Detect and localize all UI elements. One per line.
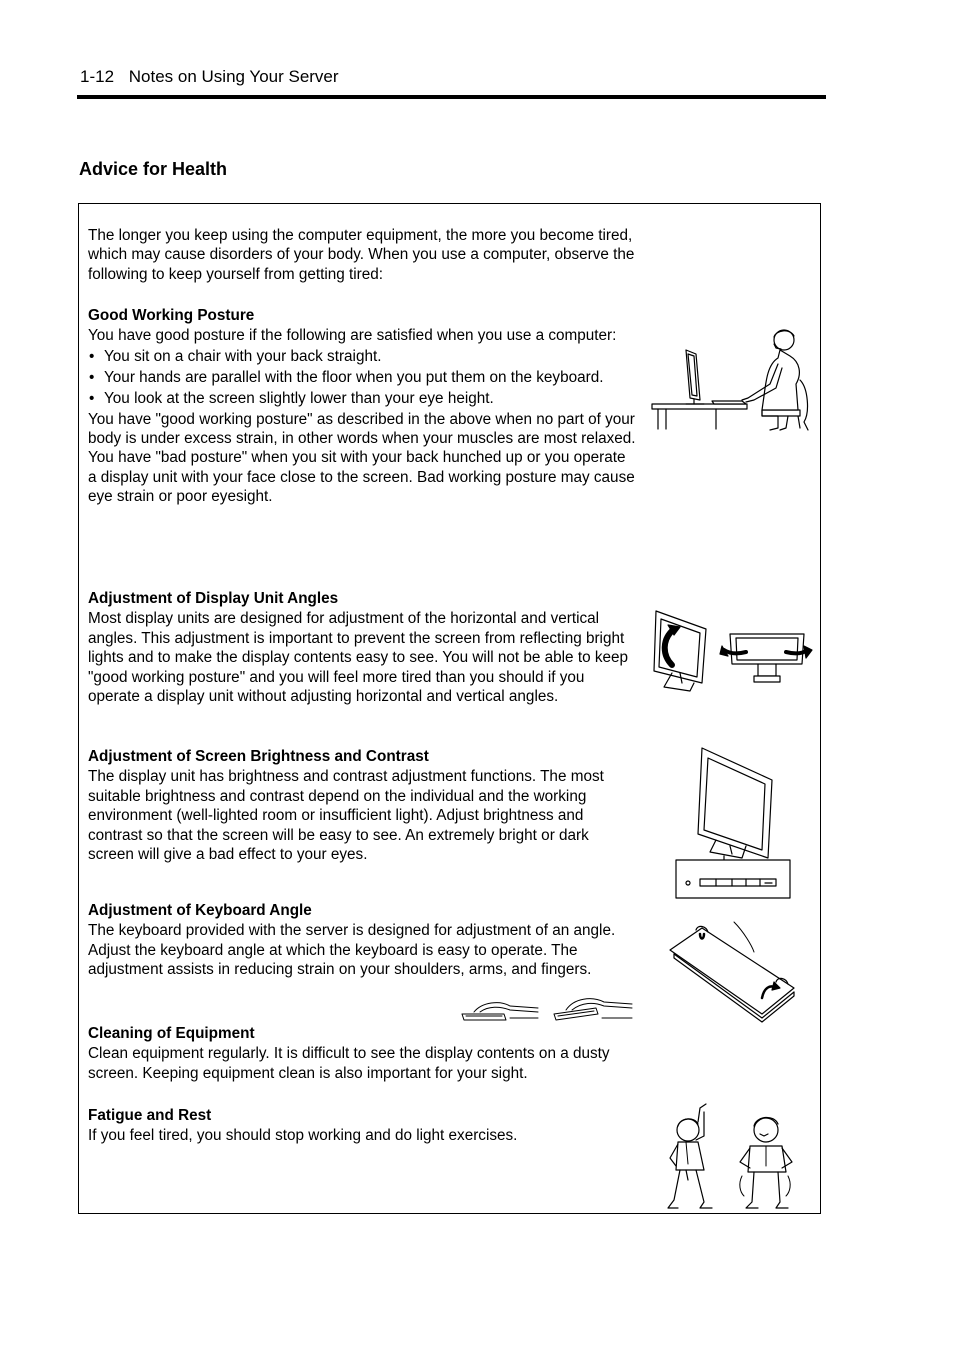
monitor-controls-illustration <box>672 746 792 900</box>
keyboard-heading: Adjustment of Keyboard Angle <box>88 902 312 919</box>
display-angles-section <box>88 589 638 706</box>
hands-tilted-illustration <box>552 996 634 1024</box>
brightness-section <box>88 747 638 864</box>
cleaning-section <box>88 1024 638 1083</box>
brightness-heading: Adjustment of Screen Brightness and Contrast <box>88 748 429 765</box>
posture-bad-paragraph: You have "bad posture" when you sit with your back hunched up or you operate a display unit with your face close to the screen. Bad working posture may cause eye strain or poor eyesight. <box>88 449 635 506</box>
header-rule <box>77 95 826 99</box>
posture-lead: You have good posture if the following are satisfied when you use a computer: <box>88 327 617 345</box>
display-angles-body: Most display units are designed for adjustment of the horizontal and vertical angles. This adjustment is important to prevent the screen from reflecting bright lights and to make the display contents easy to see. You will not be able to keep "good working posture" and you will feel more tired than you should if you operate a display unit without adjusting horizontal and vertical angles. <box>88 610 628 706</box>
posture-bullet: • You sit on a chair with your back straight. <box>88 347 638 366</box>
cleaning-body: Clean equipment regularly. It is difficult to see the display contents on a dusty screen. Keeping equipment clean is also important for your sight. <box>88 1045 610 1082</box>
posture-bullet: • Your hands are parallel with the floor when you put them on the keyboard. <box>88 368 638 387</box>
posture-bullet-list <box>88 347 638 408</box>
intro-paragraph: The longer you keep using the computer equipment, the more you become tired, which may cause disorders of your body. When you use a computer, observe the following to keep yourself from getting tired: <box>88 227 635 283</box>
posture-bullet: • You look at the screen slightly lower than your eye height. <box>88 389 638 408</box>
fatigue-section <box>88 1106 638 1146</box>
intro-text <box>88 226 638 284</box>
keyboard-stand-illustration <box>666 918 798 1026</box>
brightness-body: The display unit has brightness and contrast adjustment functions. The most suitable brightness and contrast depend on the individual and the working environment (well-lighted room or insufficient light). Adjust brightness and contrast so that the screen will be easy to see. An extremely bright or dark screen will give a bad effect to your eyes. <box>88 768 604 864</box>
section-title: Advice for Health <box>79 159 228 179</box>
chapter-title: Notes on Using Your Server <box>128 67 339 86</box>
posture-section <box>88 306 638 507</box>
hands-flat-illustration <box>460 998 540 1024</box>
page-header <box>80 66 825 88</box>
posture-illustration <box>650 324 816 432</box>
fatigue-body: If you feel tired, you should stop working and do light exercises. <box>88 1127 518 1145</box>
stretching-people-illustration <box>664 1100 798 1214</box>
cleaning-heading: Cleaning of Equipment <box>88 1025 255 1042</box>
page-number: 1-12 <box>80 67 115 86</box>
keyboard-section <box>88 901 638 980</box>
fatigue-heading: Fatigue and Rest <box>88 1107 212 1124</box>
keyboard-body: The keyboard provided with the server is designed for adjustment of an angle. Adjust the keyboard angle at which the keyboard is easy to operate. The adjustment assists in reducing strain on your shoulders, arms, and fingers. <box>88 922 616 979</box>
posture-heading: Good Working Posture <box>88 307 255 324</box>
display-angles-heading: Adjustment of Display Unit Angles <box>88 590 339 607</box>
posture-good-paragraph: You have "good working posture" as described in the above when no part of your body is under excess strain, in other words when your muscles are most relaxed. <box>88 410 636 447</box>
display-swivel-illustration <box>720 628 812 684</box>
display-tilt-illustration <box>652 607 710 691</box>
